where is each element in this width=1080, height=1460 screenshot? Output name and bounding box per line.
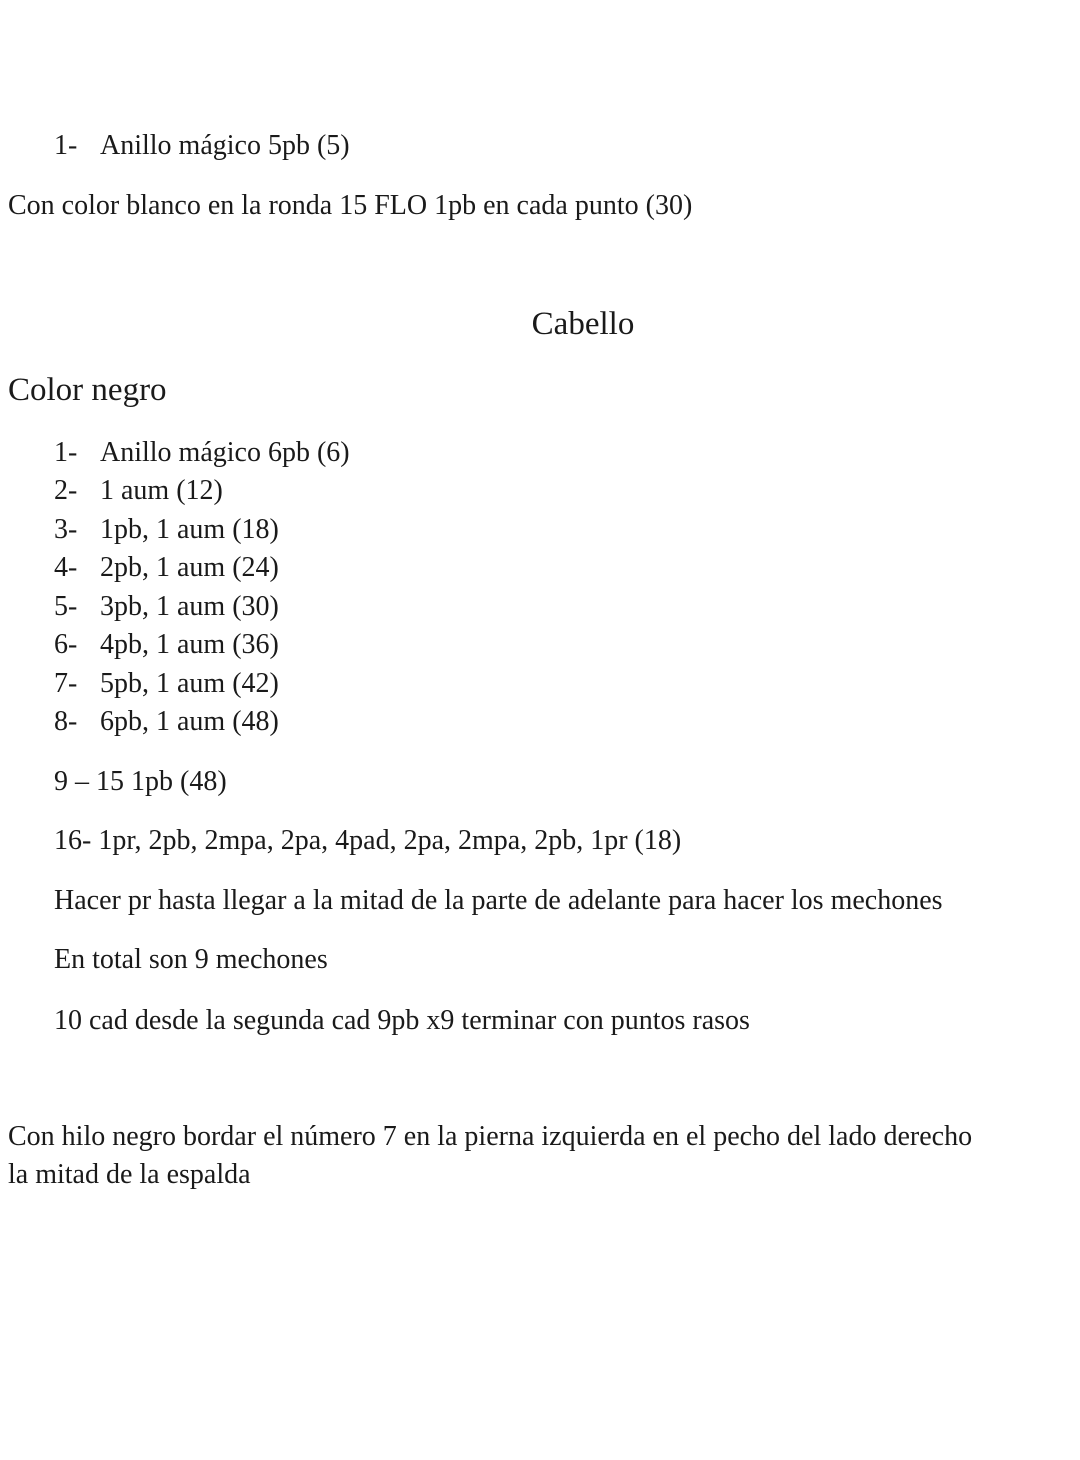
note-white-color: Con color blanco en la ronda 15 FLO 1pb en cada punto (30) [8, 190, 693, 221]
list-text: 1 aum (12) [100, 475, 223, 506]
list-number: 1- [54, 437, 78, 468]
list-text: 1pb, 1 aum (18) [100, 514, 279, 545]
round-16: 16- 1pr, 2pb, 2mpa, 2pa, 4pad, 2pa, 2mpa, 2pb, 1pr (18) [54, 825, 682, 856]
instruction-cad: 10 cad desde la segunda cad 9pb x9 terminar con puntos rasos [54, 1005, 750, 1036]
rounds-9-15: 9 – 15 1pb (48) [54, 766, 227, 797]
list-item [54, 551, 279, 585]
list-item [54, 628, 279, 662]
list-number: 8- [54, 706, 78, 737]
list-item [54, 705, 279, 739]
instruction-pr: Hacer pr hasta llegar a la mitad de la parte de adelante para hacer los mechones [54, 885, 943, 916]
list-number: 6- [54, 629, 78, 660]
list-text: 5pb, 1 aum (42) [100, 668, 279, 699]
embroidery-line-2: la mitad de la espalda [8, 1159, 251, 1190]
list-item [54, 474, 223, 508]
embroidery-line-1: Con hilo negro bordar el número 7 en la pierna izquierda en el pecho del lado derecho [8, 1121, 973, 1152]
top-list-item [54, 129, 350, 163]
list-text: 6pb, 1 aum (48) [100, 706, 279, 737]
list-text: Anillo mágico 5pb (5) [100, 130, 350, 161]
list-item [54, 590, 279, 624]
list-item [54, 513, 279, 547]
list-text: 3pb, 1 aum (30) [100, 591, 279, 622]
list-text: Anillo mágico 6pb (6) [100, 437, 350, 468]
list-text: 2pb, 1 aum (24) [100, 552, 279, 583]
list-item [54, 436, 350, 470]
list-number: 3- [54, 514, 78, 545]
list-number: 7- [54, 668, 78, 699]
subheading-color: Color negro [8, 372, 167, 408]
instruction-total: En total son 9 mechones [54, 944, 328, 975]
list-text: 4pb, 1 aum (36) [100, 629, 279, 660]
section-title: Cabello [531, 306, 635, 342]
list-number: 5- [54, 591, 78, 622]
list-number: 4- [54, 552, 78, 583]
list-item [54, 667, 279, 701]
list-number: 1- [54, 130, 78, 161]
list-number: 2- [54, 475, 78, 506]
